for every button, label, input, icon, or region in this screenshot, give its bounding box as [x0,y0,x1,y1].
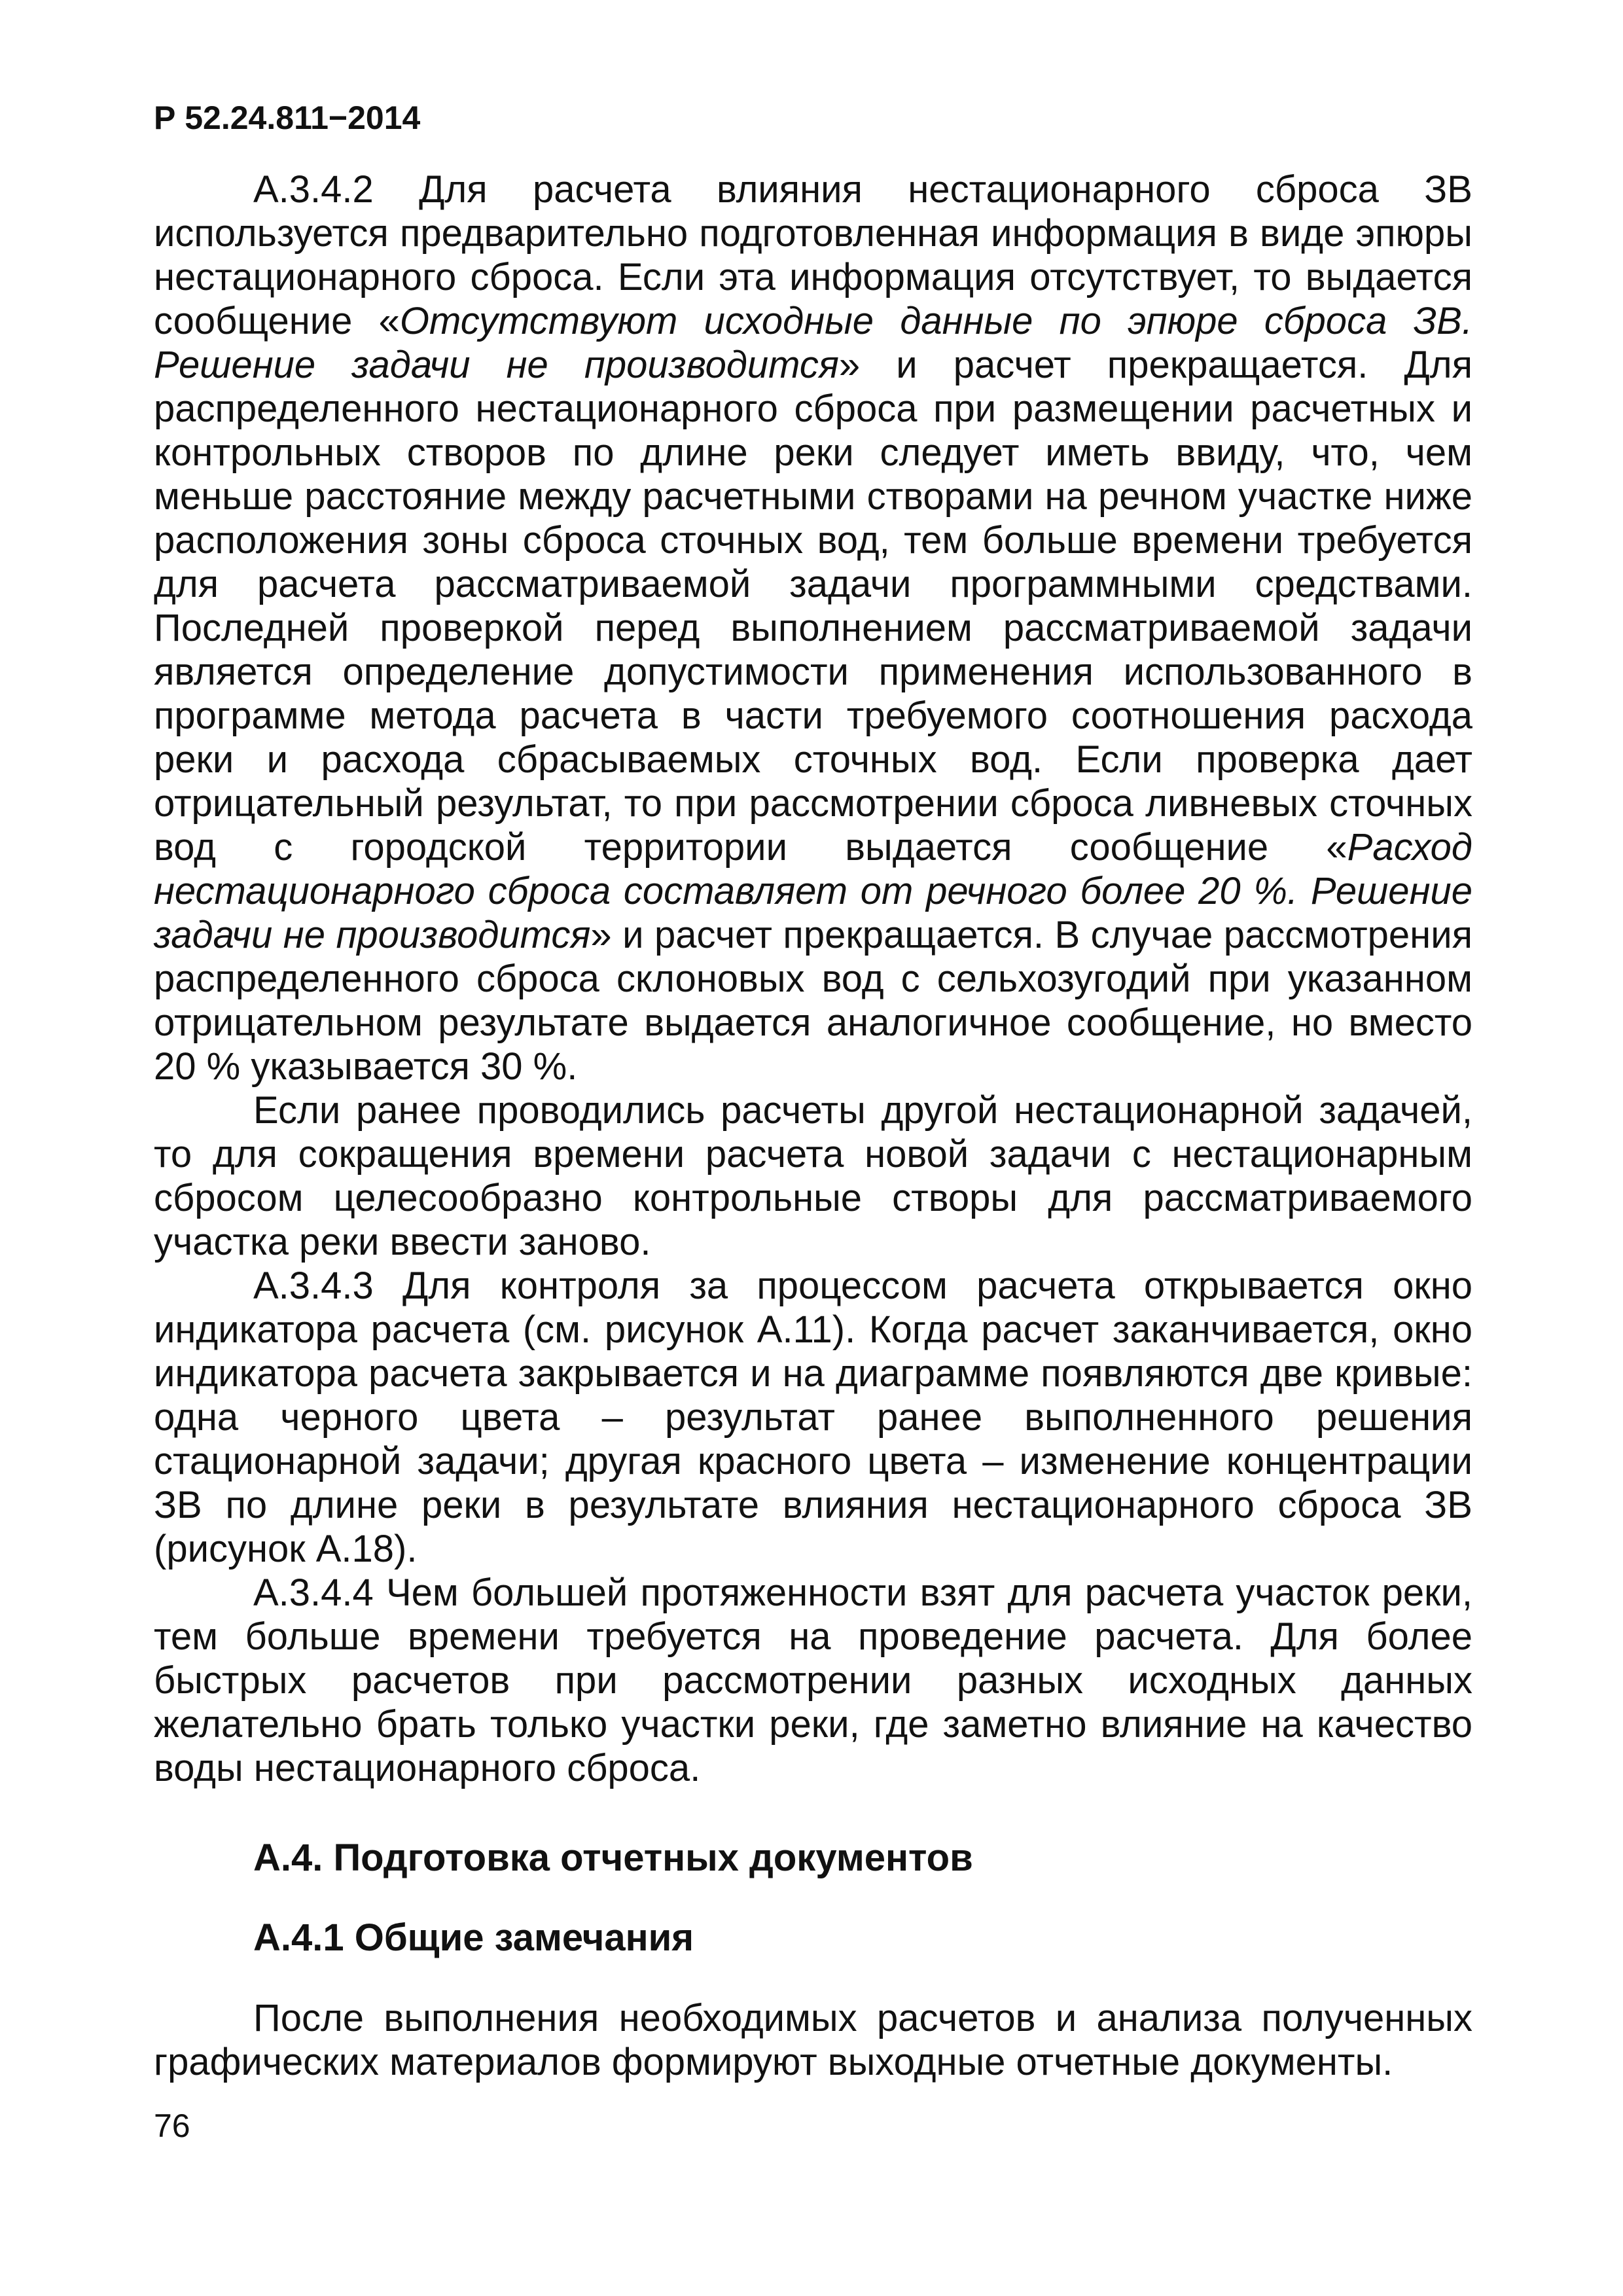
message-text: Отсутствуют исходные данные по эпюре сброса ЗВ. Решение задачи не производится [154,300,1472,386]
page-number: 76 [154,2108,190,2144]
paragraph-a343: А.3.4.3 Для контроля за процессом расчета открывается окно индикатора расчета (см. рисунок А.11). Когда расчет заканчивается, окно индикатора расчета закрывается и на диаграмме появляются две кривые: одна черного цвета – результат ранее выполненного решения стационарной задачи; другая красного цвета – изменение концентрации ЗВ по длине реки в результате влияния нестационарного сброса ЗВ (рисунок А.18). [154,1265,1472,1570]
paragraph-a41: После выполнения необходимых расчетов и анализа полученных графических материалов формируют выходные отчетные документы. [154,1997,1472,2083]
message-text: Расход нестационарного сброса составляет от речного более 20 %. Решение задачи не производится [154,826,1472,956]
paragraph-a344: А.3.4.4 Чем большей протяженности взят для расчета участок реки, тем больше времени требуется на проведение расчета. Для более быстрых расчетов при рассмотрении разных исходных данных желательно брать только участки реки, где заметно влияние на качество воды нестационарного сброса. [154,1571,1472,1789]
section-heading-a41: А.4.1 Общие замечания [253,1916,694,1959]
paragraph-text: » и расчет прекращается. В случае рассмотрения распределенного сброса склоновых вод с сельхозугодий при указанном отрицательном результате выдается аналогичное сообщение, но вместо 20 % указывается 30 %. [154,914,1472,1088]
paragraph-a342 [154,168,1472,1088]
document-page [154,98,1472,2084]
document-code: Р 52.24.811−2014 [154,99,421,136]
paragraph-text: А.3.4.2 Для расчета влияния нестационарного сброса ЗВ используется предварительно подготовленная информация в виде эпюры нестационарного сброса. Если эта информация отсутствует, то выдается сообщение « [154,168,1472,342]
paragraph-recalc: Если ранее проводились расчеты другой нестационарной задачей, то для сокращения времени расчета новой задачи с нестационарным сбросом целесообразно контрольные створы для рассматриваемого участка реки ввести заново. [154,1089,1472,1263]
section-heading-a4: А.4. Подготовка отчетных документов [253,1837,973,1879]
paragraph-text: » и расчет прекращается. Для распределенного нестационарного сброса при размещении расчетных и контрольных створов по длине реки следует иметь ввиду, что, чем меньше расстояние между расчетными створами на речном участке ниже расположения зоны сброса сточных вод, тем больше времени требуется для расчета рассматриваемой задачи программными средствами. Последней проверкой перед выполнением рассматриваемой задачи является определение допустимости применения использованного в программе метода расчета в части требуемого соотношения расхода реки и расхода сбрасываемых сточных вод. Если проверка дает отрицательный результат, то при рассмотрении сброса ливневых сточных вод с городской территории выдается сообщение « [154,344,1473,869]
